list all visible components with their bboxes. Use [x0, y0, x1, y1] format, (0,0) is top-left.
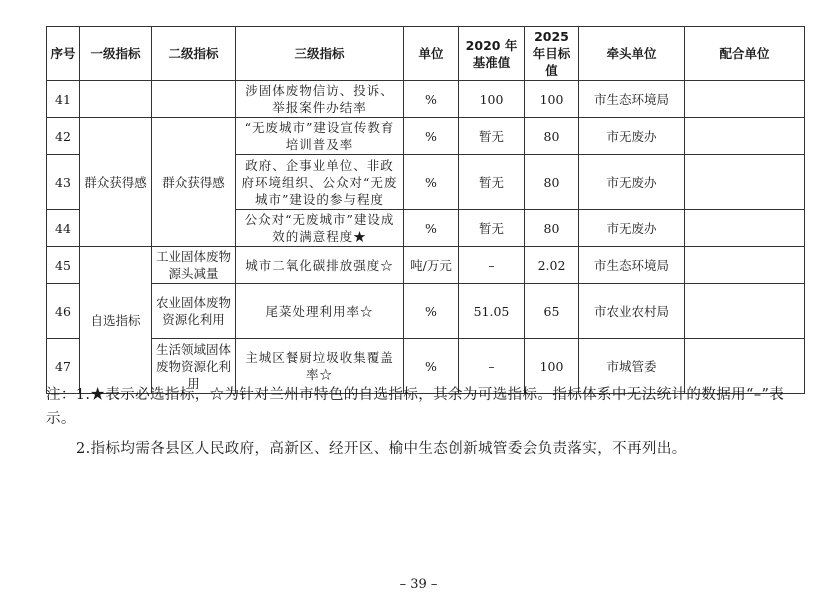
coop-cell [685, 118, 805, 155]
target-cell: 80 [525, 210, 579, 247]
level3-cell: 尾菜处理利用率☆ [236, 284, 404, 339]
header-seq: 序号 [47, 27, 80, 81]
lead-cell: 市无废办 [579, 210, 685, 247]
level3-cell: 涉固体废物信访、投诉、举报案件办结率 [236, 81, 404, 118]
unit-cell: % [404, 339, 459, 394]
table-row [47, 118, 805, 155]
unit-cell: % [404, 81, 459, 118]
header-coop-unit: 配合单位 [685, 27, 805, 81]
base-cell: – [459, 339, 525, 394]
header-base-2020: 2020 年基准值 [459, 27, 525, 81]
note-1: 注：1.★表示必选指标，☆为针对兰州市特色的自选指标，其余为可选指标。指标体系中无法统计的数据用“–”表示。 [46, 387, 785, 427]
target-cell: 80 [525, 155, 579, 210]
indicator-table [46, 26, 805, 394]
base-cell: 100 [459, 81, 525, 118]
base-cell: 暂无 [459, 155, 525, 210]
level2-cell: 农业固体废物资源化利用 [152, 284, 236, 339]
note-2: 2.指标均需各县区人民政府，高新区、经开区、榆中生态创新城管委会负责落实，不再列出。 [76, 441, 687, 457]
header-level1: 一级指标 [80, 27, 152, 81]
coop-cell [685, 284, 805, 339]
level1-group-cell: 自选指标 [80, 247, 152, 394]
level3-cell: 公众对“无废城市”建设成效的满意程度★ [236, 210, 404, 247]
seq-cell: 47 [47, 339, 80, 394]
table-row [47, 284, 805, 339]
lead-cell: 市城管委 [579, 339, 685, 394]
lead-cell: 市生态环境局 [579, 247, 685, 284]
target-cell: 100 [525, 81, 579, 118]
level2-cell: 工业固体废物源头减量 [152, 247, 236, 284]
seq-cell: 44 [47, 210, 80, 247]
level1-cell [80, 81, 152, 118]
unit-cell: % [404, 155, 459, 210]
lead-cell: 市无废办 [579, 118, 685, 155]
base-cell: – [459, 247, 525, 284]
lead-cell: 市农业农村局 [579, 284, 685, 339]
table-row [47, 81, 805, 118]
header-target-2025: 2025 年目标值 [525, 27, 579, 81]
coop-cell [685, 210, 805, 247]
header-lead-unit: 牵头单位 [579, 27, 685, 81]
level1-group-cell: 群众获得感 [80, 118, 152, 247]
target-cell: 100 [525, 339, 579, 394]
header-row [47, 27, 805, 81]
lead-cell: 市生态环境局 [579, 81, 685, 118]
lead-cell: 市无废办 [579, 155, 685, 210]
seq-cell: 41 [47, 81, 80, 118]
table-row [47, 247, 805, 284]
seq-cell: 45 [47, 247, 80, 284]
base-cell: 暂无 [459, 210, 525, 247]
unit-cell: 吨/万元 [404, 247, 459, 284]
header-unit: 单位 [404, 27, 459, 81]
base-cell: 51.05 [459, 284, 525, 339]
header-level2: 二级指标 [152, 27, 236, 81]
seq-cell: 46 [47, 284, 80, 339]
table-notes [46, 383, 806, 461]
seq-cell: 43 [47, 155, 80, 210]
level3-cell: 城市二氧化碳排放强度☆ [236, 247, 404, 284]
target-cell: 2.02 [525, 247, 579, 284]
level3-cell: 政府、企事业单位、非政府环境组织、公众对“无废城市”建设的参与程度 [236, 155, 404, 210]
target-cell: 80 [525, 118, 579, 155]
page-number: – 39 – [399, 577, 438, 592]
coop-cell [685, 247, 805, 284]
level3-cell: “无废城市”建设宣传教育培训普及率 [236, 118, 404, 155]
coop-cell [685, 81, 805, 118]
unit-cell: % [404, 118, 459, 155]
coop-cell [685, 155, 805, 210]
level2-cell [152, 81, 236, 118]
unit-cell: % [404, 210, 459, 247]
seq-cell: 42 [47, 118, 80, 155]
level3-cell: 主城区餐厨垃圾收集覆盖率☆ [236, 339, 404, 394]
base-cell: 暂无 [459, 118, 525, 155]
level2-cell: 生活领域固体废物资源化利用 [152, 339, 236, 394]
target-cell: 65 [525, 284, 579, 339]
header-level3: 三级指标 [236, 27, 404, 81]
unit-cell: % [404, 284, 459, 339]
level2-group-cell: 群众获得感 [152, 118, 236, 247]
